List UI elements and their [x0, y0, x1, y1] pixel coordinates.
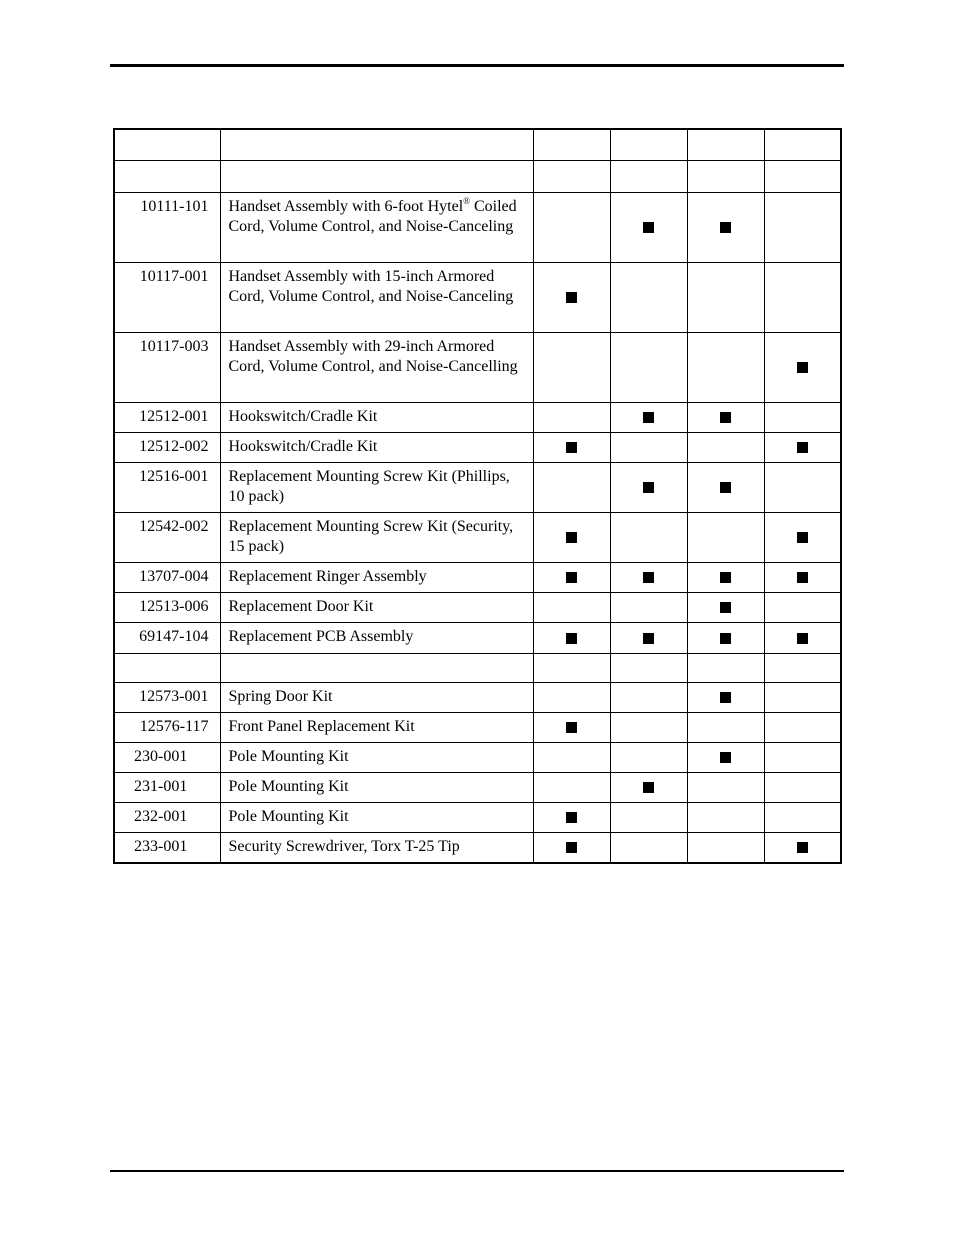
- filled-square-icon: [643, 633, 654, 644]
- header-cell: [687, 129, 764, 161]
- compat-cell-1: [533, 263, 610, 333]
- table-header-row: [114, 129, 841, 161]
- part-description: [220, 803, 533, 833]
- filled-square-icon: [643, 412, 654, 423]
- compat-cell-2: [610, 593, 687, 623]
- table-row: [114, 263, 841, 333]
- part-number: [114, 623, 220, 654]
- section-cell: [533, 654, 610, 683]
- compat-cell-4: [764, 193, 841, 263]
- compat-cell-2: [610, 513, 687, 563]
- part-number: [114, 773, 220, 803]
- part-number-text: 12542-002: [139, 518, 209, 535]
- filled-square-icon: [720, 692, 731, 703]
- filled-square-icon: [566, 722, 577, 733]
- filled-square-icon: [797, 442, 808, 453]
- filled-square-icon: [797, 842, 808, 853]
- compat-cell-4: [764, 593, 841, 623]
- table-row: [114, 803, 841, 833]
- filled-square-icon: [643, 572, 654, 583]
- table-row: [114, 773, 841, 803]
- part-number: [114, 263, 220, 333]
- part-number-text: 12516-001: [139, 468, 209, 485]
- part-description: [220, 193, 533, 263]
- part-description: [220, 743, 533, 773]
- compat-cell-4: [764, 433, 841, 463]
- part-number: [114, 803, 220, 833]
- part-number-text: 10117-003: [139, 338, 209, 355]
- compat-cell-4: [764, 773, 841, 803]
- part-number-text: 69147-104: [139, 628, 209, 645]
- table-row: [114, 563, 841, 593]
- part-number-text: 12576-117: [139, 718, 209, 735]
- compat-cell-2: [610, 803, 687, 833]
- compat-cell-4: [764, 743, 841, 773]
- compat-cell-3: [687, 333, 764, 403]
- header-cell: [220, 129, 533, 161]
- compat-cell-4: [764, 683, 841, 713]
- header-cell: [610, 129, 687, 161]
- header-rule: [110, 64, 844, 67]
- part-description: [220, 333, 533, 403]
- section-cell: [610, 161, 687, 193]
- compat-cell-3: [687, 563, 764, 593]
- compat-cell-4: [764, 833, 841, 863]
- part-number: [114, 743, 220, 773]
- compat-cell-3: [687, 433, 764, 463]
- compat-cell-1: [533, 593, 610, 623]
- description-text: Hookswitch/Cradle Kit: [228, 438, 378, 455]
- description-text: Handset Assembly with 6-foot Hytel: [228, 198, 464, 215]
- description-text: Pole Mounting Kit: [228, 808, 349, 825]
- compat-cell-1: [533, 513, 610, 563]
- table-row: [114, 623, 841, 654]
- filled-square-icon: [643, 482, 654, 493]
- filled-square-icon: [720, 602, 731, 613]
- compat-cell-3: [687, 263, 764, 333]
- section-cell: [687, 161, 764, 193]
- part-description: [220, 433, 533, 463]
- table-row: [114, 433, 841, 463]
- part-number-text: 232-001: [134, 808, 188, 825]
- compat-cell-3: [687, 683, 764, 713]
- compat-cell-1: [533, 333, 610, 403]
- part-number-text: 231-001: [134, 778, 188, 795]
- compat-cell-1: [533, 743, 610, 773]
- description-text: Handset Assembly with 15-inch Armored Cord, Volume Control, and Noise-Canceling: [228, 268, 514, 305]
- compat-cell-4: [764, 403, 841, 433]
- filled-square-icon: [566, 292, 577, 303]
- part-number: [114, 333, 220, 403]
- part-number-text: 233-001: [134, 838, 188, 855]
- compat-cell-2: [610, 333, 687, 403]
- filled-square-icon: [643, 222, 654, 233]
- compat-cell-3: [687, 403, 764, 433]
- part-number-text: 10111-101: [140, 198, 209, 215]
- compat-cell-3: [687, 623, 764, 654]
- compat-cell-4: [764, 263, 841, 333]
- compat-cell-3: [687, 803, 764, 833]
- compat-cell-1: [533, 403, 610, 433]
- description-text: Pole Mounting Kit: [228, 778, 349, 795]
- compat-cell-1: [533, 563, 610, 593]
- part-number-text: 12512-002: [139, 438, 209, 455]
- part-description: [220, 593, 533, 623]
- part-description: [220, 513, 533, 563]
- filled-square-icon: [720, 633, 731, 644]
- table-row: [114, 683, 841, 713]
- compat-cell-1: [533, 683, 610, 713]
- header-cell: [533, 129, 610, 161]
- compat-cell-2: [610, 683, 687, 713]
- compat-cell-1: [533, 193, 610, 263]
- part-description: [220, 713, 533, 743]
- compat-cell-2: [610, 193, 687, 263]
- compat-cell-4: [764, 513, 841, 563]
- part-description: [220, 563, 533, 593]
- part-description: [220, 833, 533, 863]
- header-cell: [114, 129, 220, 161]
- parts-group-1: [114, 193, 841, 654]
- compat-cell-3: [687, 773, 764, 803]
- compat-cell-1: [533, 773, 610, 803]
- footer-rule: [110, 1170, 844, 1172]
- compat-cell-4: [764, 713, 841, 743]
- filled-square-icon: [566, 572, 577, 583]
- filled-square-icon: [720, 222, 731, 233]
- filled-square-icon: [797, 362, 808, 373]
- part-number-text: 230-001: [134, 748, 188, 765]
- table-row: [114, 743, 841, 773]
- part-description: [220, 683, 533, 713]
- table-row: [114, 403, 841, 433]
- part-description: [220, 463, 533, 513]
- description-text: Handset Assembly with 29-inch Armored Cord, Volume Control, and Noise-Cancelling: [228, 338, 518, 375]
- filled-square-icon: [566, 442, 577, 453]
- compat-cell-1: [533, 803, 610, 833]
- part-number: [114, 563, 220, 593]
- filled-square-icon: [797, 532, 808, 543]
- filled-square-icon: [566, 842, 577, 853]
- description-text-cont: Coiled Cord, Volume Control, and Noise-Canceling: [228, 198, 517, 235]
- description-text: Security Screwdriver, Torx T-25 Tip: [228, 838, 460, 855]
- description-text: Pole Mounting Kit: [228, 748, 349, 765]
- parts-group-2: [114, 683, 841, 863]
- section-header-row: [114, 654, 841, 683]
- section-cell: [220, 654, 533, 683]
- compat-cell-3: [687, 193, 764, 263]
- compat-cell-2: [610, 773, 687, 803]
- section-cell: [220, 161, 533, 193]
- description-text: Replacement Mounting Screw Kit (Security, 15 pack): [228, 518, 514, 555]
- compat-cell-3: [687, 833, 764, 863]
- compat-cell-4: [764, 333, 841, 403]
- compat-cell-3: [687, 743, 764, 773]
- compat-cell-1: [533, 433, 610, 463]
- part-number: [114, 433, 220, 463]
- description-text: Replacement PCB Assembly: [228, 628, 414, 645]
- header-cell: [764, 129, 841, 161]
- registered-mark: ®: [463, 196, 470, 206]
- table-row: [114, 193, 841, 263]
- compat-cell-2: [610, 403, 687, 433]
- parts-table: [113, 128, 842, 864]
- filled-square-icon: [720, 572, 731, 583]
- section-cell: [114, 654, 220, 683]
- part-number: [114, 833, 220, 863]
- section-header-row: [114, 161, 841, 193]
- table-row: [114, 833, 841, 863]
- compat-cell-2: [610, 463, 687, 513]
- part-number: [114, 683, 220, 713]
- compat-cell-2: [610, 433, 687, 463]
- description-text: Spring Door Kit: [228, 688, 333, 705]
- section-cell: [114, 161, 220, 193]
- part-number: [114, 403, 220, 433]
- section-cell: [687, 654, 764, 683]
- filled-square-icon: [566, 633, 577, 644]
- compat-cell-4: [764, 623, 841, 654]
- description-text: Replacement Ringer Assembly: [228, 568, 427, 585]
- section-cell: [533, 161, 610, 193]
- filled-square-icon: [720, 412, 731, 423]
- section-cell: [764, 161, 841, 193]
- part-number-text: 12513-006: [139, 598, 209, 615]
- compat-cell-2: [610, 713, 687, 743]
- part-number-text: 13707-004: [139, 568, 209, 585]
- table-row: [114, 713, 841, 743]
- part-number: [114, 193, 220, 263]
- part-description: [220, 773, 533, 803]
- table-row: [114, 513, 841, 563]
- compat-cell-3: [687, 713, 764, 743]
- description-text: Replacement Door Kit: [228, 598, 374, 615]
- filled-square-icon: [720, 482, 731, 493]
- part-number: [114, 513, 220, 563]
- filled-square-icon: [566, 812, 577, 823]
- compat-cell-3: [687, 593, 764, 623]
- description-text: Replacement Mounting Screw Kit (Phillips, 10 pack): [228, 468, 510, 505]
- compat-cell-1: [533, 623, 610, 654]
- compat-cell-2: [610, 563, 687, 593]
- part-description: [220, 623, 533, 654]
- part-number: [114, 593, 220, 623]
- filled-square-icon: [566, 532, 577, 543]
- compat-cell-2: [610, 263, 687, 333]
- part-number-text: 12573-001: [139, 688, 209, 705]
- compat-cell-4: [764, 563, 841, 593]
- part-description: [220, 403, 533, 433]
- section-cell: [610, 654, 687, 683]
- part-description: [220, 263, 533, 333]
- compat-cell-1: [533, 713, 610, 743]
- filled-square-icon: [643, 782, 654, 793]
- compat-cell-4: [764, 803, 841, 833]
- table-row: [114, 333, 841, 403]
- compat-cell-4: [764, 463, 841, 513]
- compat-cell-2: [610, 623, 687, 654]
- filled-square-icon: [797, 572, 808, 583]
- table-row: [114, 463, 841, 513]
- section-cell: [764, 654, 841, 683]
- filled-square-icon: [797, 633, 808, 644]
- part-number: [114, 713, 220, 743]
- part-number-text: 12512-001: [139, 408, 209, 425]
- compat-cell-2: [610, 833, 687, 863]
- compat-cell-2: [610, 743, 687, 773]
- compat-cell-3: [687, 463, 764, 513]
- table-row: [114, 593, 841, 623]
- description-text: Hookswitch/Cradle Kit: [228, 408, 378, 425]
- compat-cell-1: [533, 833, 610, 863]
- description-text: Front Panel Replacement Kit: [228, 718, 415, 735]
- filled-square-icon: [720, 752, 731, 763]
- compat-cell-3: [687, 513, 764, 563]
- part-number-text: 10117-001: [139, 268, 209, 285]
- compat-cell-1: [533, 463, 610, 513]
- part-number: [114, 463, 220, 513]
